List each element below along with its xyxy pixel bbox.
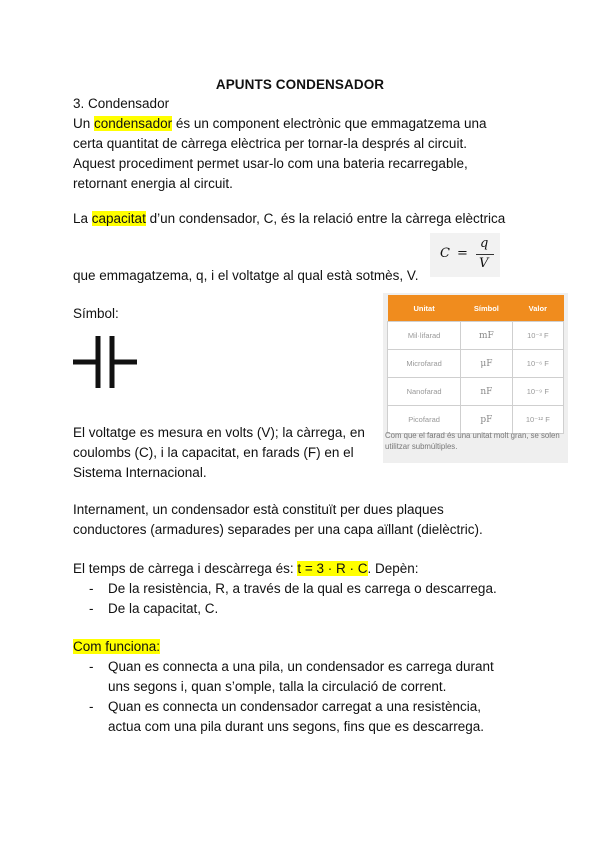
capacitance-line1-rest: d’un condensador, C, és la relació entre la càrrega elèctrica <box>145 211 506 226</box>
how-it-works-section <box>73 637 494 737</box>
highlight-condensador: condensador <box>94 116 173 131</box>
units-line-2: coulombs (C), i la capacitat, en farads (F) en el <box>73 445 354 460</box>
table-row <box>388 350 564 378</box>
formula-lhs: C <box>440 246 450 261</box>
unit-symbol: nF <box>461 378 512 406</box>
capacitor-symbol-icon <box>73 330 137 394</box>
symbol-label: Símbol: <box>73 306 119 321</box>
list-item <box>73 657 494 697</box>
unit-value: 10⁻⁹ F <box>512 378 563 406</box>
section-heading: 3. Condensador <box>73 96 170 111</box>
header-simbol: Símbol <box>461 295 512 322</box>
units-figure <box>383 293 568 463</box>
timing-line <box>73 559 497 579</box>
intro-line-2: certa quantitat de càrrega elèctrica per tornar-la després al circuit. <box>73 136 467 151</box>
timing-suffix: . Depèn: <box>367 561 419 576</box>
list-item: - De la capacitat, C. <box>73 599 497 619</box>
timing-paragraph <box>73 559 497 619</box>
unit-symbol: mF <box>461 322 512 350</box>
intro-line1-rest: és un component electrònic que emmagatzema una <box>172 116 487 131</box>
internal-paragraph <box>73 500 483 540</box>
intro-paragraph <box>73 114 487 194</box>
intro-line-3: Aquest procediment permet usar-lo com una bateria recarregable, <box>73 156 468 171</box>
how-it-works-heading-row <box>73 637 494 657</box>
capacitance-prefix: La <box>73 211 92 226</box>
capacitance-formula <box>430 233 500 277</box>
formula-denominator: V <box>479 256 489 271</box>
list-item-line: - Quan es connecta un condensador carregat a una resistència, <box>108 699 481 714</box>
unit-value: 10⁻¹² F <box>512 406 563 434</box>
units-table <box>387 295 564 434</box>
intro-prefix: Un <box>73 116 95 131</box>
units-line-3: Sistema Internacional. <box>73 465 207 480</box>
list-item-line: - Quan es connecta a una pila, un condensador es carrega durant <box>108 659 494 674</box>
list-item: - De la resistència, R, a través de la qual es carrega o descarrega. <box>73 579 497 599</box>
how-it-works-heading: Com funciona: <box>73 639 161 654</box>
units-table-header <box>388 295 564 322</box>
units-paragraph <box>73 423 383 483</box>
unit-symbol: μF <box>461 350 512 378</box>
header-valor: Valor <box>512 295 563 322</box>
table-row <box>388 378 564 406</box>
highlight-time-formula: t = 3 · R · C <box>297 561 368 576</box>
internal-line-2: conductores (armadures) separades per una capa aïllant (dielèctric). <box>73 522 483 537</box>
list-item-line: uns segons i, quan s’omple, talla la circulació de corrent. <box>108 679 447 694</box>
timing-list <box>73 579 497 619</box>
unit-value: 10⁻⁶ F <box>512 350 563 378</box>
unit-name: Picofarad <box>388 406 461 434</box>
how-it-works-list <box>73 657 494 737</box>
formula-fraction-bar <box>476 254 494 255</box>
intro-line-1 <box>73 114 487 134</box>
internal-line-1: Internament, un condensador està constituït per dues plaques <box>73 502 444 517</box>
unit-value: 10⁻³ F <box>512 322 563 350</box>
unit-name: Nanofarad <box>388 378 461 406</box>
document-title: APUNTS CONDENSADOR <box>215 77 385 92</box>
unit-name: Mil·lifarad <box>388 322 461 350</box>
header-unitat: Unitat <box>388 295 461 322</box>
list-item <box>73 697 494 737</box>
capacitance-line-2: que emmagatzema, q, i el voltatge al qual està sotmès, V. <box>73 268 419 283</box>
units-line-1: El voltatge es mesura en volts (V); la càrrega, en <box>73 425 365 440</box>
table-row <box>388 322 564 350</box>
formula-equals: = <box>457 246 468 261</box>
list-item-line: actua com una pila durant uns segons, fins que es descarrega. <box>108 719 484 734</box>
capacitance-line-1 <box>73 209 505 229</box>
intro-line-4: retornant energia al circuit. <box>73 176 233 191</box>
formula-numerator: q <box>480 236 489 251</box>
unit-name: Microfarad <box>388 350 461 378</box>
unit-symbol: pF <box>461 406 512 434</box>
highlight-capacitat: capacitat <box>91 211 146 226</box>
timing-prefix: El temps de càrrega i descàrrega és: <box>73 561 298 576</box>
units-caption: Com que el farad és una unitat molt gran, se solen utilitzar submúltiples. <box>385 431 560 451</box>
